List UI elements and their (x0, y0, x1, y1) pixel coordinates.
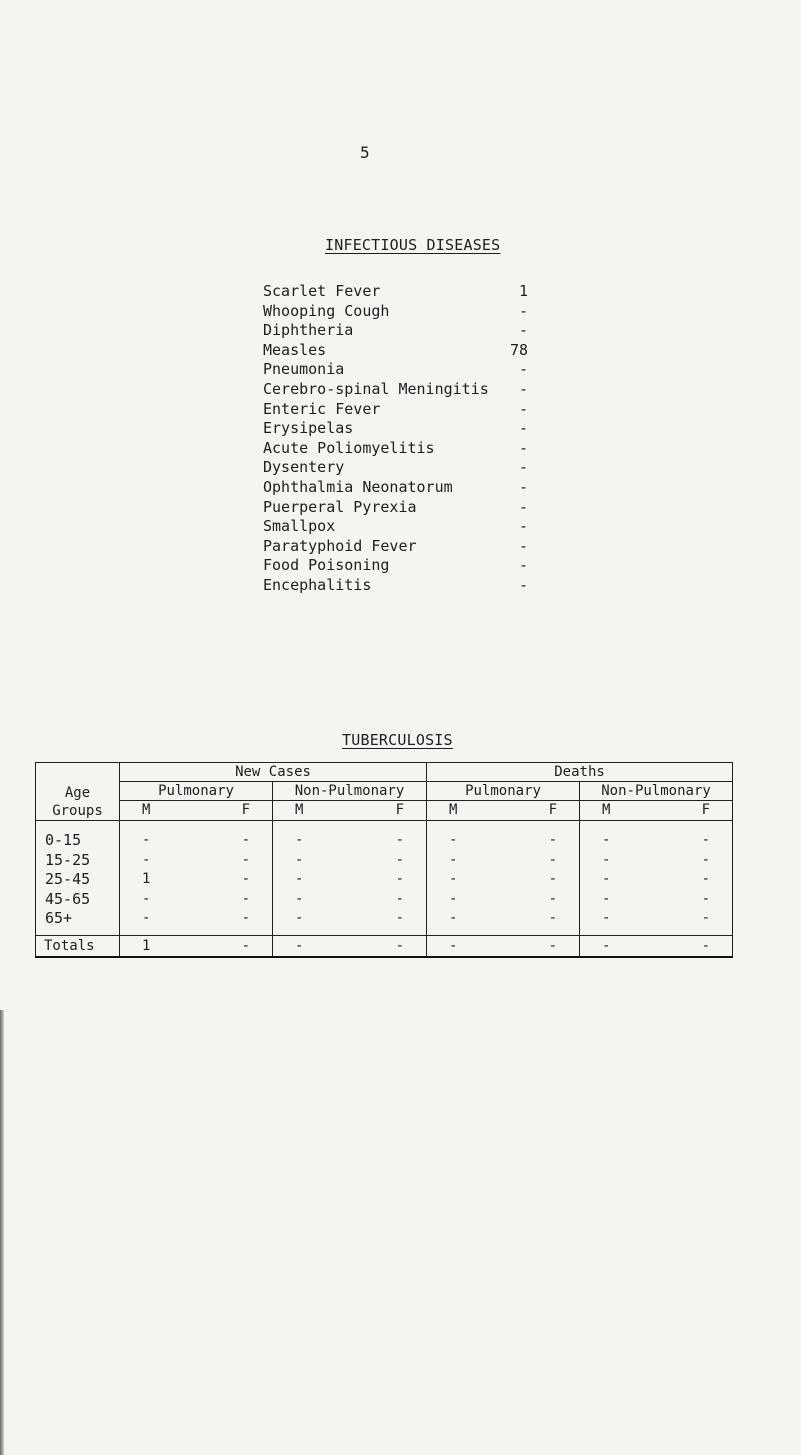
table-row (427, 870, 579, 890)
female-value: - (548, 871, 558, 888)
table-row (120, 870, 272, 890)
male-value: - (449, 910, 458, 927)
table-row (120, 851, 272, 871)
disease-row (263, 302, 528, 322)
new-non-pulmonary-header: Non-Pulmonary (273, 782, 427, 801)
total-male-value: - (295, 937, 304, 954)
sex-cell (427, 801, 580, 821)
table-row (580, 890, 732, 910)
table-row (120, 909, 272, 929)
disease-name: Encephalitis (263, 575, 372, 594)
disease-row (263, 576, 528, 596)
female-value: - (548, 890, 558, 907)
age-group-label: 0-15 (45, 831, 82, 849)
table-row (273, 870, 426, 890)
new-non-pulmonary-values (273, 821, 427, 936)
disease-name: Acute Poliomyelitis (263, 438, 435, 457)
female-value: - (395, 910, 405, 927)
disease-count: - (518, 321, 528, 340)
age-group-label: 25-45 (45, 870, 91, 889)
disease-count: - (518, 419, 528, 438)
female-value: - (548, 851, 558, 868)
disease-name: Measles (263, 340, 327, 359)
disease-count: - (518, 477, 528, 496)
table-row (427, 890, 579, 910)
disease-row (263, 341, 528, 361)
disease-count: - (518, 536, 528, 555)
table-row (580, 870, 732, 890)
male-value: - (602, 910, 611, 927)
disease-count: - (518, 458, 528, 477)
female-value: - (701, 832, 711, 848)
disease-count: 78 (509, 340, 528, 359)
male-value: - (295, 851, 304, 868)
female-value: - (395, 871, 405, 888)
disease-row (263, 498, 528, 518)
disease-row (263, 517, 528, 537)
disease-count: - (518, 301, 528, 320)
female-header: F (548, 802, 558, 818)
sex-cell (273, 801, 427, 821)
deaths-pulmonary-values (427, 821, 580, 936)
disease-row (263, 439, 528, 459)
female-value: - (548, 910, 558, 927)
total-female-value: - (548, 937, 558, 954)
disease-row (263, 400, 528, 420)
disease-name: Pneumonia (263, 360, 345, 379)
disease-name: Dysentery (263, 458, 345, 477)
table-row (273, 909, 426, 929)
table-row (580, 851, 732, 871)
male-header: M (602, 802, 611, 818)
disease-count: 1 (518, 282, 528, 300)
female-value: - (241, 851, 250, 868)
table-body-row (36, 821, 733, 936)
new-pulmonary-header: Pulmonary (120, 782, 273, 801)
disease-count: - (518, 438, 528, 457)
total-male-value: 1 (142, 937, 151, 954)
table-row (273, 831, 426, 851)
disease-row (263, 282, 528, 302)
age-group-label: 45-65 (45, 889, 91, 908)
disease-count: - (518, 556, 528, 575)
disease-row (263, 360, 528, 380)
disease-name: Ophthalmia Neonatorum (263, 477, 453, 496)
total-female-value: - (701, 937, 711, 954)
female-header: F (395, 802, 405, 818)
age-group-label: 65+ (45, 909, 73, 928)
female-header: F (701, 802, 711, 818)
disease-name: Diphtheria (263, 321, 354, 340)
total-female-value: - (395, 937, 405, 954)
disease-row (263, 537, 528, 557)
infectious-diseases-title: INFECTIOUS DISEASES (325, 236, 501, 254)
disease-row (263, 458, 528, 478)
male-header: M (142, 802, 151, 818)
female-value: - (241, 832, 250, 848)
female-value: - (241, 910, 250, 927)
age-groups-header (36, 763, 120, 821)
male-value: - (295, 890, 304, 907)
male-value: - (449, 890, 458, 907)
table-row (273, 851, 426, 871)
male-value: - (142, 851, 151, 868)
table-row (580, 909, 732, 929)
table-row (427, 909, 579, 929)
table-row (427, 831, 579, 851)
disease-name: Cerebro-spinal Meningitis (263, 379, 489, 398)
totals-label: Totals (36, 935, 120, 957)
table-subheader-row (36, 782, 733, 801)
table-row (120, 890, 272, 910)
deaths-pulmonary-header: Pulmonary (427, 782, 580, 801)
disease-count: - (518, 497, 528, 516)
male-value: - (449, 871, 458, 888)
totals-row (36, 935, 733, 957)
age-groups-cell (36, 821, 120, 936)
disease-name: Erysipelas (263, 419, 354, 438)
totals-cell (273, 935, 427, 957)
infectious-diseases-list (263, 282, 528, 596)
totals-cell (427, 935, 580, 957)
disease-count: - (518, 379, 528, 398)
disease-name: Smallpox (263, 517, 336, 536)
disease-name: Paratyphoid Fever (263, 536, 417, 555)
male-value: - (602, 871, 611, 888)
disease-name: Enteric Fever (263, 399, 381, 418)
male-value: - (602, 851, 611, 868)
male-value: - (449, 851, 458, 868)
disease-row (263, 321, 528, 341)
disease-name: Puerperal Pyrexia (263, 497, 417, 516)
male-value: - (142, 832, 151, 848)
male-value: 1 (142, 871, 151, 888)
disease-row (263, 419, 528, 439)
table-row (427, 851, 579, 871)
male-value: - (602, 890, 611, 907)
total-female-value: - (241, 937, 250, 954)
female-value: - (395, 851, 405, 868)
disease-count: - (518, 517, 528, 536)
tuberculosis-title: TUBERCULOSIS (342, 731, 453, 749)
age-header-line: Age (64, 785, 91, 801)
disease-count: - (518, 399, 528, 418)
male-header: M (449, 802, 458, 818)
sex-cell (120, 801, 273, 821)
female-value: - (241, 890, 250, 907)
totals-cell (120, 935, 273, 957)
disease-count: - (518, 360, 528, 379)
female-value: - (701, 890, 711, 907)
deaths-non-pulmonary-header: Non-Pulmonary (580, 782, 733, 801)
male-header: M (295, 802, 304, 818)
disease-name: Food Poisoning (263, 556, 390, 575)
female-header: F (241, 802, 250, 818)
disease-row (263, 556, 528, 576)
tuberculosis-table (35, 762, 733, 958)
disease-name: Whooping Cough (263, 301, 390, 320)
female-value: - (701, 851, 711, 868)
sex-header-row (36, 801, 733, 821)
disease-name: Scarlet Fever (263, 282, 381, 300)
female-value: - (701, 871, 711, 888)
male-value: - (602, 832, 611, 848)
male-value: - (142, 890, 151, 907)
table-row (120, 831, 272, 851)
disease-row (263, 478, 528, 498)
new-pulmonary-values (120, 821, 273, 936)
male-value: - (449, 832, 458, 848)
table-row (273, 890, 426, 910)
age-group-label: 15-25 (45, 850, 91, 869)
page-number: 5 (360, 143, 370, 162)
female-value: - (395, 890, 405, 907)
table-header-row (36, 763, 733, 782)
total-male-value: - (449, 937, 458, 954)
groups-header-line: Groups (52, 803, 103, 819)
female-value: - (241, 871, 250, 888)
new-cases-header: New Cases (120, 763, 427, 782)
disease-count: - (518, 575, 528, 594)
deaths-non-pulmonary-values (580, 821, 733, 936)
total-male-value: - (602, 937, 611, 954)
female-value: - (548, 832, 558, 848)
female-value: - (701, 910, 711, 927)
male-value: - (295, 871, 304, 888)
male-value: - (295, 910, 304, 927)
table-row (580, 831, 732, 851)
disease-row (263, 380, 528, 400)
scan-edge-shadow (0, 1010, 4, 1455)
male-value: - (142, 910, 151, 927)
female-value: - (395, 832, 405, 848)
deaths-header: Deaths (427, 763, 733, 782)
sex-cell (580, 801, 733, 821)
totals-cell (580, 935, 733, 957)
male-value: - (295, 832, 304, 848)
